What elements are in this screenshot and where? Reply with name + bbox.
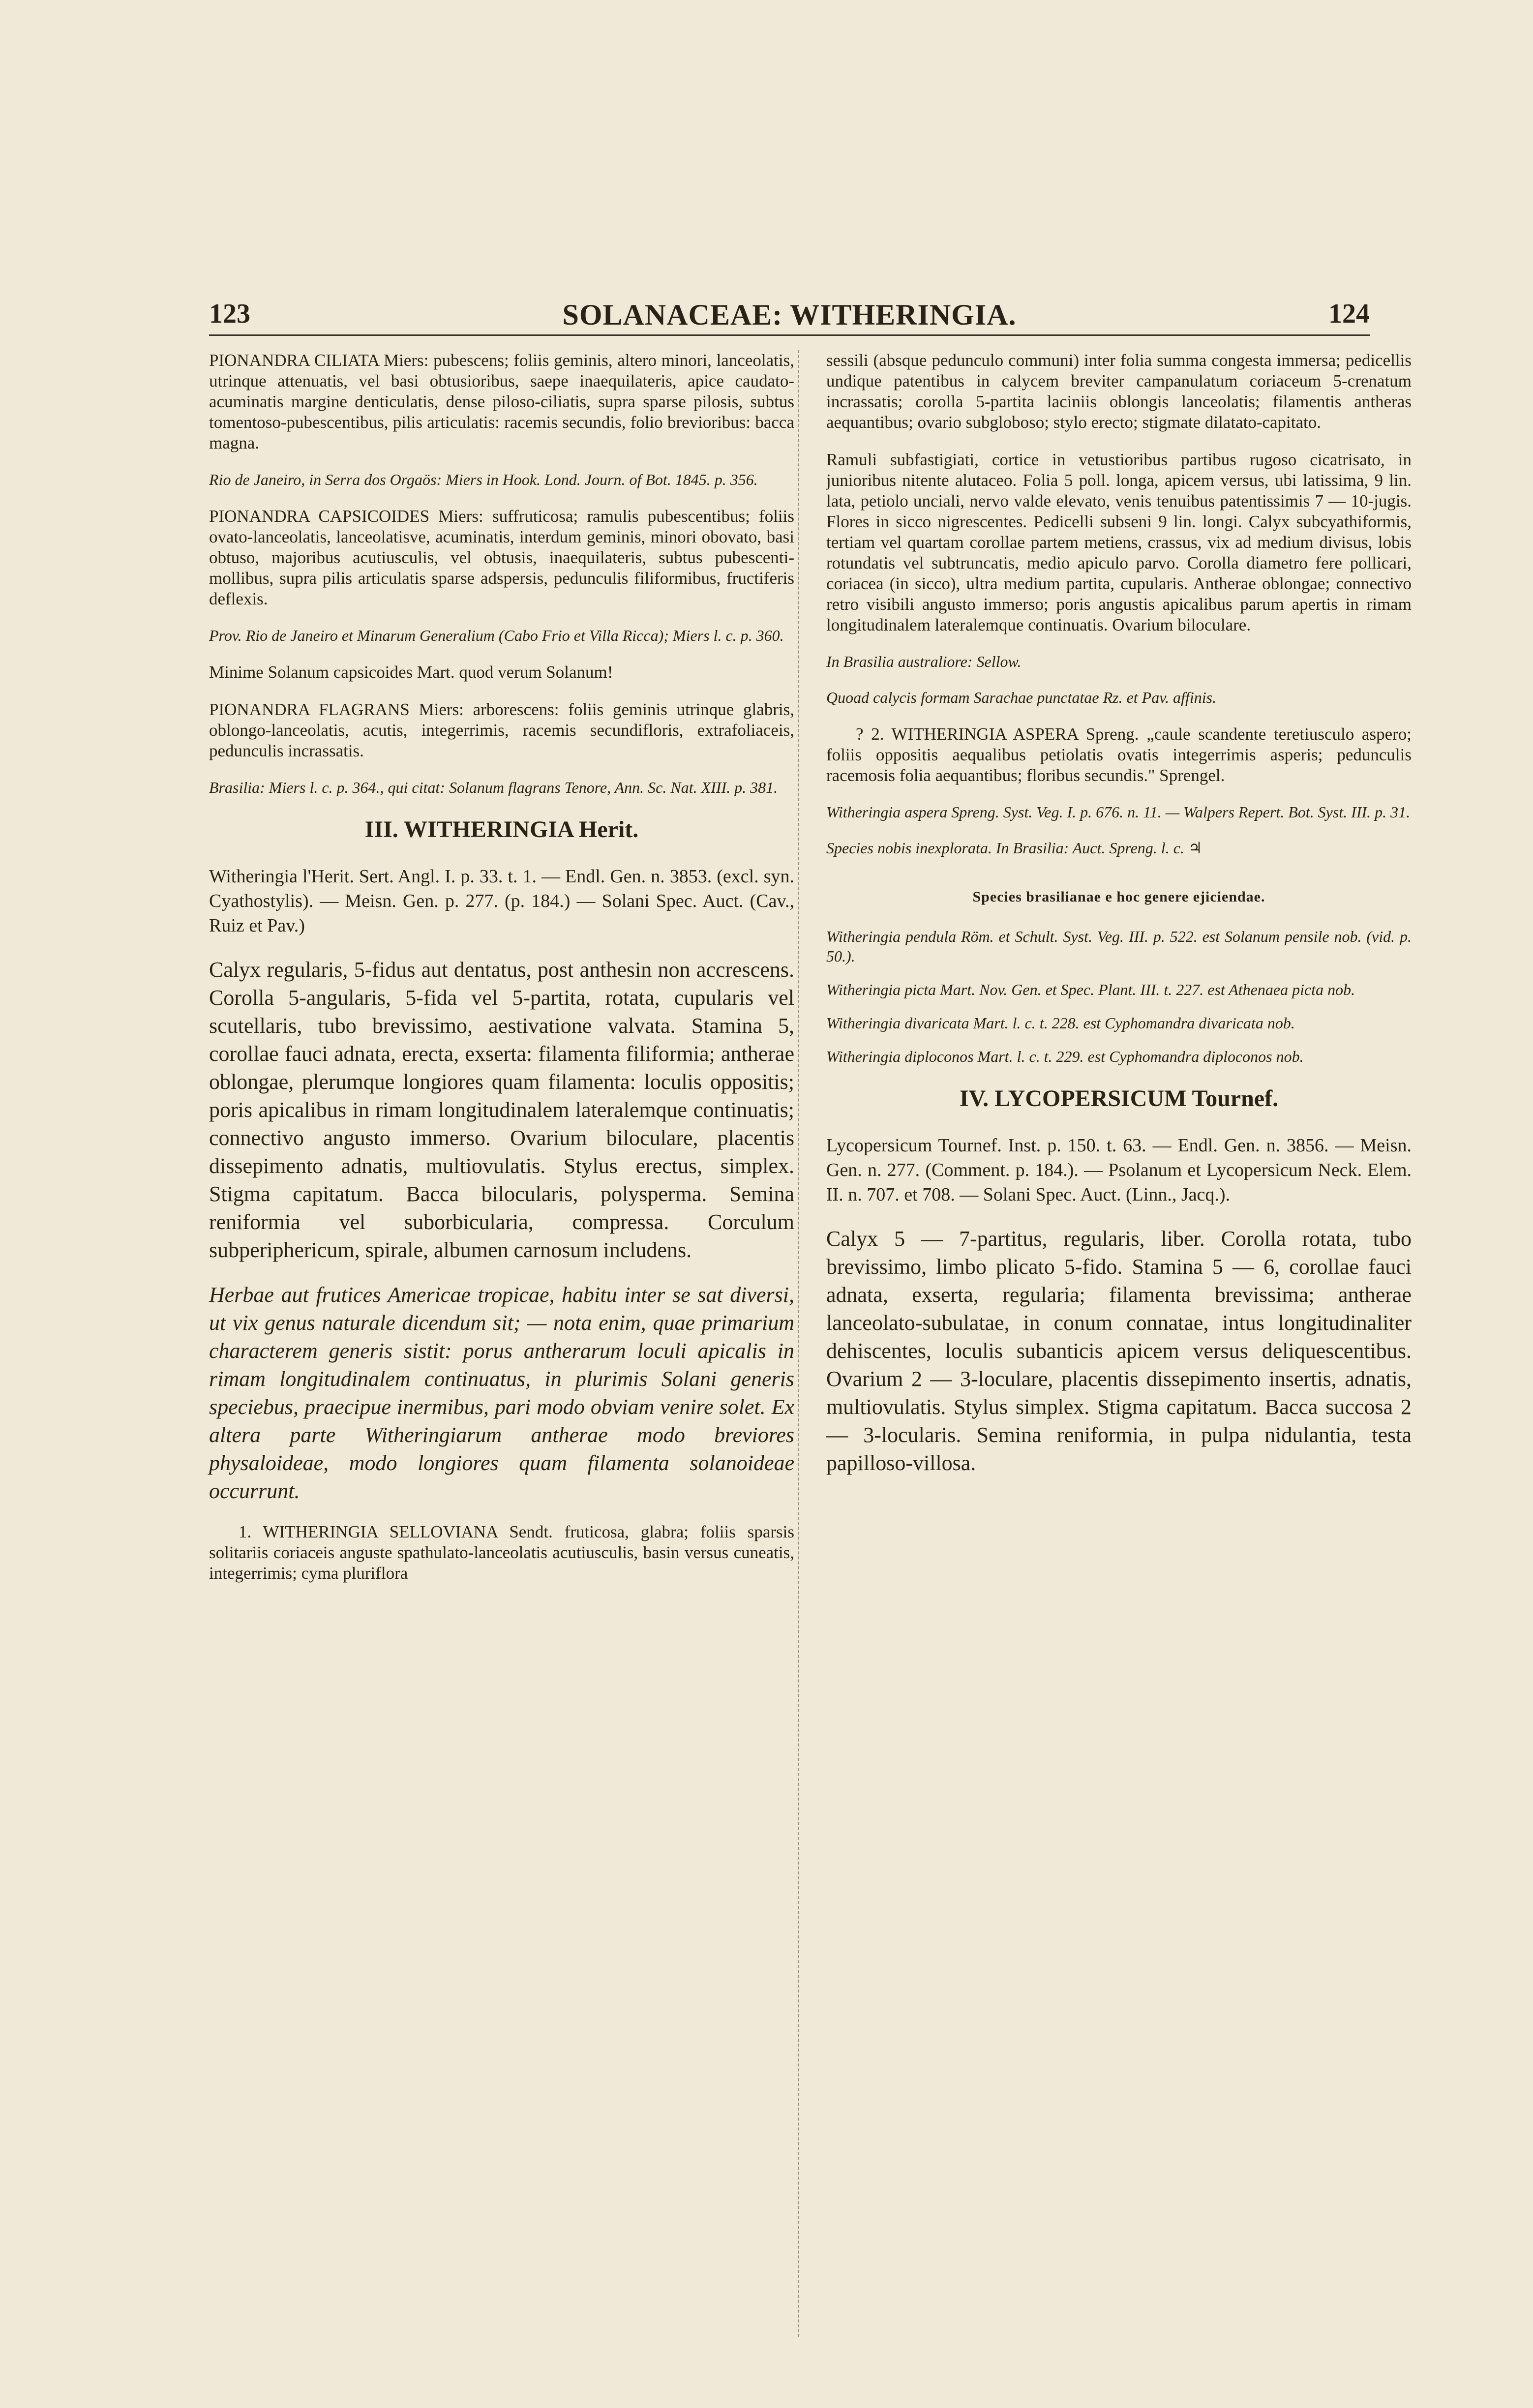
paragraph: Calyx regularis, 5-fidus aut dentatus, post anthesin non accrescens. Corolla 5-angularis, 5-fida vel 5-partita, rotata, cupularis vel scutellaris, tubo brevissimo, aestivatione valvata. Stamina 5, corollae fauci adnata, erecta, exserta: filamenta filiformia; antherae oblongae, plerumque longiores quam filamenta: loculis oppositis; poris apicalibus in rimam longitudinalem lateralemque continuatis; connectivo angusto immerso. Ovarium biloculare, placentis dissepimento adnatis, multiovulatis. Stylus erectus, simplex. Stigma capitatum. Bacca bilocularis, polysperma. Semina reniformia vel suborbicularia, compressa. Corculum subperiphericum, spirale, albumen carnosum includens. [209,958,794,1262]
paragraph: Witheringia pendula Röm. et Schult. Syst. Veg. III. p. 522. est Solanum pensile nob. (vid. p. 50.). [826,928,1412,965]
paragraph: PIONANDRA FLAGRANS Miers: arborescens: foliis geminis utrinque glabris, oblongo-lanceolatis, acutis, integerrimis, racemis secundifloris, extrafoliaceis, pedunculis incrassatis. [209,700,794,760]
section-heading: IV. LYCOPERSICUM Tournef. [959,1085,1279,1112]
paragraph: ? 2. WITHERINGIA ASPERA Spreng. „caule scandente teretiusculo aspero; foliis oppositis aequalibus petiolatis ovatis integerrimis asperis; pedunculis racemosis folia aequantibus; floribus secundis." Sprengel. [826,724,1412,785]
paragraph: sessili (absque pedunculo communi) inter folia summa congesta immersa; pedicellis undique patentibus in calycem breviter campanulatum coriaceum 5-crenatum incrassatis; corolla 5-partita laciniis oblongis lanceolatis; filamentis antheras aequantibus; ovario subgloboso; stylo erecto; stigmate dilatato-capitato. [826,351,1412,432]
paragraph: Ramuli subfastigiati, cortice in vetustioribus partibus rugoso cicatrisato, in junioribus nitente alutaceo. Folia 5 poll. longa, apicem versus, ubi latissima, 9 lin. lata, petiolo unciali, nervo valde elevato, venis tenuibus patentissimis 7 — 10-jugis. Flores in sicco nigrescentes. Pedicelli subseni 9 lin. longi. Calyx subcyathiformis, tertiam vel quartam corollae partem metiens, crassus, vix ad medium divisus, lobis rotundatis vel subtruncatis, medio apiculo parvo. Corolla diametro fere pollicari, coriacea (in sicco), ultra medium partita, cupularis. Antherae oblongae; connectivo retro visibili angusto immerso; poris angustis apicalibus parum apertis in rimam longitudinalem lateralemque continuatis. Ovarium biloculare. [826,450,1412,634]
column-divider [798,350,799,2337]
paragraph: Species nobis inexplorata. In Brasilia: Auct. Spreng. l. c. ♃ [826,839,1202,857]
paragraph: Herbae aut frutices Americae tropicae, habitu inter se sat diversi, ut vix genus naturale dicendum sit; — nota enim, quae primarium characterem generis sistit: porus antherarum loculi apicalis in rimam longitudinalem continuatus, in plurimis Solani generis speciebus, praecipue inermibus, pari modo obviam venire solet. Ex altera parte Witheringiarum antherae modo breviores physaloideae, modo longiores quam filamenta solanoideae occurrunt. [209,1283,794,1503]
paragraph: Witheringia divaricata Mart. l. c. t. 228. est Cyphomandra divaricata nob. [826,1014,1295,1032]
section-heading: Species brasilianae e hoc genere ejiciendae. [972,889,1265,905]
page-number-right: 124 [1328,299,1370,329]
paragraph: Minime Solanum capsicoides Mart. quod verum Solanum! [209,662,613,682]
paragraph: Witheringia aspera Spreng. Syst. Veg. I. p. 676. n. 11. — Walpers Repert. Bot. Syst. III. p. 31. [826,803,1411,821]
right-column [826,350,1412,1494]
paragraph: Witheringia diploconos Mart. l. c. t. 229. est Cyphomandra diploconos nob. [826,1048,1304,1065]
left-column [209,350,794,1600]
paragraph: PIONANDRA CILIATA Miers: pubescens; foliis geminis, altero minori, lanceolatis, utrinque attenuatis, vel basi obtusioribus, saepe inaequilateris, apice caudato-acuminatis margine denticulatis, dense piloso-ciliatis, supra sparse pilosis, subtus tomentoso-pubescentibus, pilis articulatis: racemis secundis, folio brevioribus: bacca magna. [209,351,794,452]
paragraph: Prov. Rio de Janeiro et Minarum Generalium (Cabo Frio et Villa Ricca); Miers l. c. p. 360. [209,627,784,644]
paragraph: Calyx 5 — 7-partitus, regularis, liber. Corolla rotata, tubo brevissimo, limbo plicato 5-fido. Stamina 5 — 6, corollae fauci adnata, exserta, regularia; filamenta brevissima; antherae lanceolato-subulatae, in conum connatae, intus longitudinaliter dehiscentes, loculis subanticis apicem versus deliquescentibus. Ovarium 2 — 3-loculare, placentis dissepimento insertis, adnatis, multiovulatis. Stylus simplex. Stigma capitatum. Bacca succosa 2 — 3-locularis. Semina reniformia, in pulpa nidulantia, testa papilloso-villosa. [826,1227,1412,1475]
paragraph: Brasilia: Miers l. c. p. 364., qui citat: Solanum flagrans Tenore, Ann. Sc. Nat. XIII. p. 381. [209,779,778,796]
page-number-left: 123 [209,299,250,329]
section-heading: III. WITHERINGIA Herit. [364,816,639,843]
paragraph: Rio de Janeiro, in Serra dos Orgaös: Miers in Hook. Lond. Journ. of Bot. 1845. p. 356. [209,471,758,488]
header-rule [209,334,1370,336]
paragraph: In Brasilia australiore: Sellow. [826,653,1022,670]
paragraph: PIONANDRA CAPSICOIDES Miers: suffruticosa; ramulis pubescentibus; foliis ovato-lanceolatis, lanceolatisve, acuminatis, interdum geminis, minori obovato, basi obtuso, majoribus acutiusculis, vel obtusis, inaequilateris, subtus pubescenti-mollibus, supra pilis articulatis sparse adspersis, pedunculis filiformibus, fructiferis deflexis. [209,507,794,608]
paragraph: Witheringia picta Mart. Nov. Gen. et Spec. Plant. III. t. 227. est Athenaea picta nob. [826,981,1355,998]
paragraph: Witheringia l'Herit. Sert. Angl. I. p. 33. t. 1. — Endl. Gen. n. 3853. (excl. syn. Cyathostylis). — Meisn. Gen. p. 277. (p. 184.) — Solani Spec. Auct. (Cav., Ruiz et Pav.) [209,866,794,936]
paragraph: Quoad calycis formam Sarachae punctatae Rz. et Pav. affinis. [826,689,1217,706]
paragraph: Lycopersicum Tournef. Inst. p. 150. t. 63. — Endl. Gen. n. 3856. — Meisn. Gen. n. 277. (Comment. p. 184.). — Psolanum et Lycopersicum Neck. Elem. II. n. 707. et 708. — Solani Spec. Auct. (Linn., Jacq.). [826,1135,1412,1205]
running-title: SOLANACEAE: WITHERINGIA. [562,299,1017,331]
paragraph: 1. WITHERINGIA SELLOVIANA Sendt. fruticosa, glabra; foliis sparsis solitariis coriaceis anguste spathulato-lanceolatis acutiusculis, basin versus cuneatis, integerrimis; cyma pluriflora [209,1522,794,1583]
